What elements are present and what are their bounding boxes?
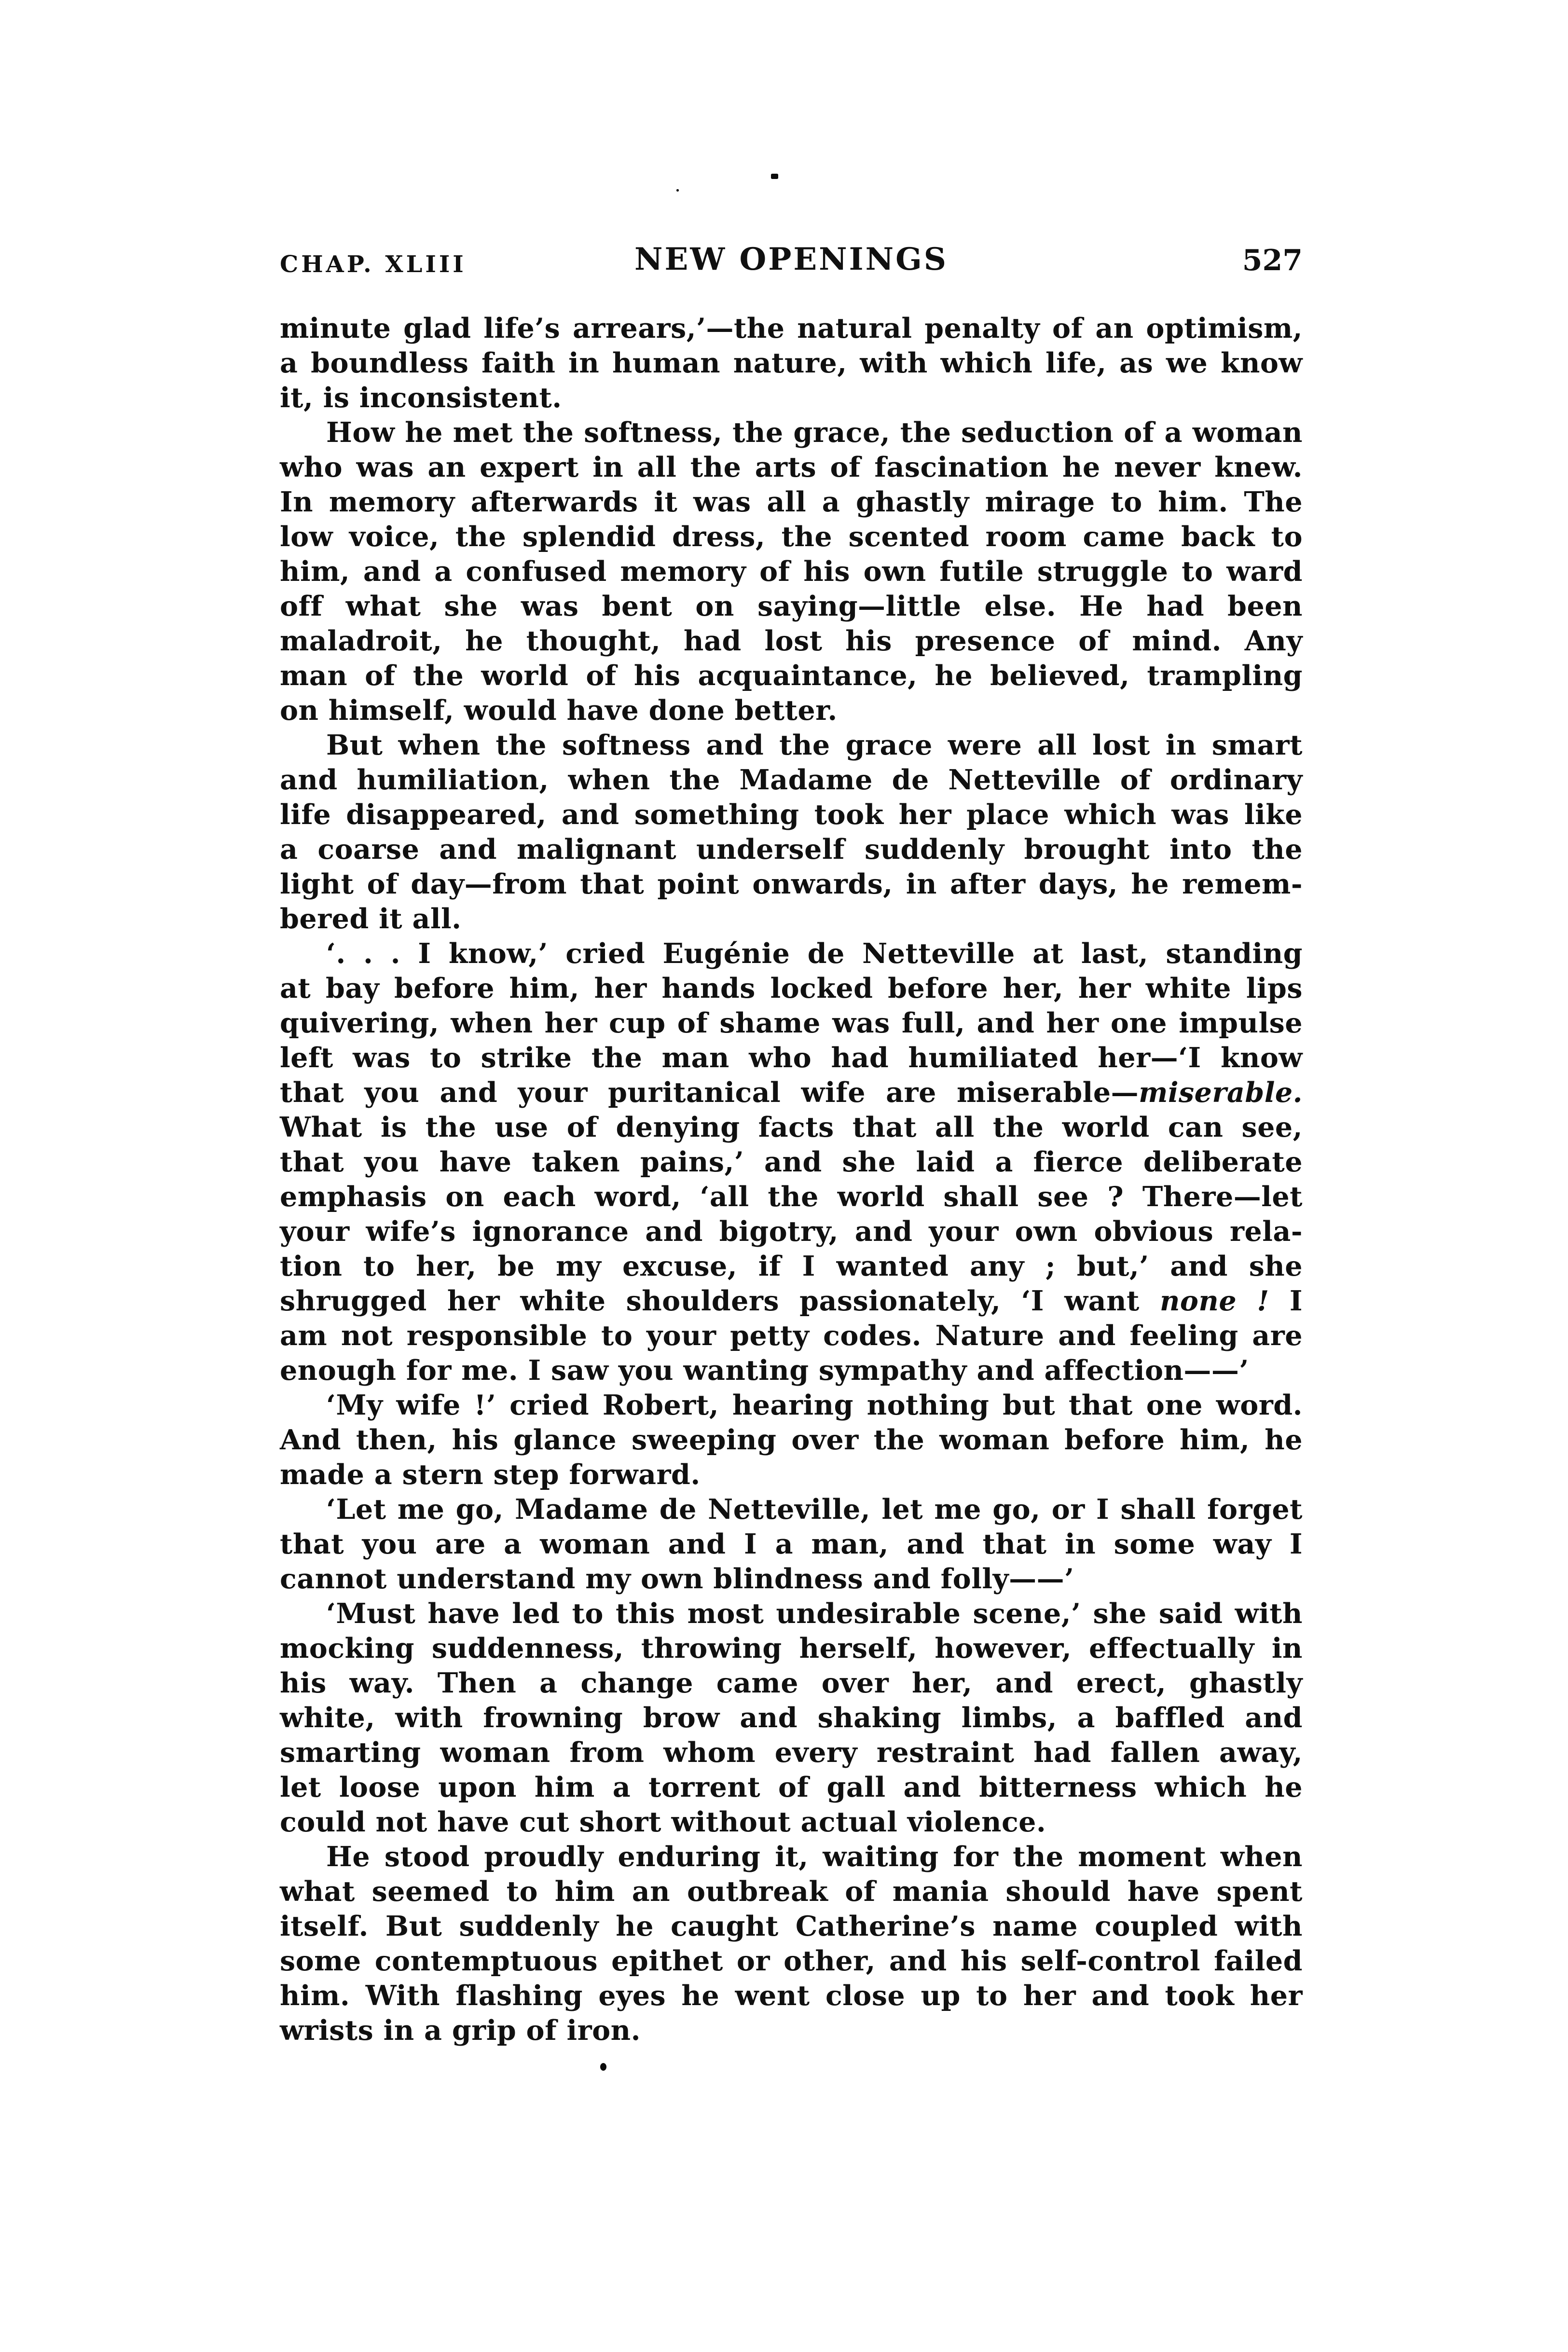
text-segment: emphasis on each word, ‘all the world shall see ? There—let: [280, 1181, 1303, 1213]
text-line: [280, 1353, 1303, 1388]
text-line: [280, 1874, 1303, 1909]
text-segment: smarting woman from whom every restraint had fallen away,: [280, 1736, 1303, 1769]
text-line: [280, 1735, 1303, 1770]
text-segment: man of the world of his acquaintance, he believed, trampling: [280, 660, 1303, 692]
text-segment: And then, his glance sweeping over the woman before him, he: [280, 1424, 1303, 1456]
text-segment: what seemed to him an outbreak of mania should have spent: [280, 1875, 1303, 1908]
text-line: [280, 1701, 1303, 1735]
text-line: [280, 450, 1303, 485]
text-segment: cannot understand my own blindness and folly——’: [280, 1563, 1074, 1595]
text-line: [280, 1631, 1303, 1666]
text-segment: ‘Must have led to this most undesirable scene,’ she said with: [326, 1597, 1303, 1630]
running-head: [280, 0, 1303, 289]
text-line: [280, 867, 1303, 902]
text-segment: and humiliation, when the Madame de Netteville of ordinary: [280, 764, 1303, 796]
text-line: [280, 1562, 1303, 1596]
text-line: [280, 589, 1303, 624]
text-line: [280, 1145, 1303, 1180]
text-segment: that you are a woman and I a man, and that in some way I: [280, 1528, 1303, 1560]
text-line: [280, 659, 1303, 693]
text-segment: bered it all.: [280, 903, 462, 935]
text-segment: that you have taken pains,’ and she laid a fierce deliberate: [280, 1146, 1303, 1178]
text-line: [280, 693, 1303, 728]
text-line: [280, 1979, 1303, 2013]
body-text-block: [280, 311, 1303, 2048]
text-line: [280, 971, 1303, 1006]
text-segment: tion to her, be my excuse, if I wanted any ; but,’ and she: [280, 1250, 1303, 1282]
text-line: [280, 381, 1303, 415]
text-segment: left was to strike the man who had humiliated her—‘I know: [280, 1042, 1303, 1074]
text-line: [280, 1214, 1303, 1249]
text-line: [280, 1423, 1303, 1458]
text-segment: maladroit, he thought, had lost his presence of mind. Any: [280, 625, 1303, 657]
text-segment: mocking suddenness, throwing herself, however, effectually in: [280, 1632, 1303, 1664]
text-segment: wrists in a grip of iron.: [280, 2014, 641, 2047]
text-line: [280, 2013, 1303, 2048]
text-segment: enough for me. I saw you wanting sympathy and affection——’: [280, 1354, 1249, 1387]
text-segment: In memory afterwards it was all a ghastly mirage to him. The: [280, 486, 1303, 518]
text-line: [280, 1388, 1303, 1423]
text-line: [280, 311, 1303, 346]
text-line: [280, 1666, 1303, 1701]
text-segment: minute glad life’s arrears,’—the natural penalty of an optimism,: [280, 312, 1303, 344]
text-line: [280, 832, 1303, 867]
text-segment: itself. But suddenly he caught Catherine’s name coupled with: [280, 1910, 1303, 1942]
text-line: [280, 346, 1303, 381]
text-segment: He stood proudly enduring it, waiting for the moment when: [326, 1841, 1303, 1873]
chapter-label: CHAP. XLIII: [280, 251, 467, 278]
text-segment: off what she was bent on saying—little else. He had been: [280, 590, 1303, 622]
text-line: [280, 624, 1303, 659]
text-line: [280, 1492, 1303, 1527]
text-line: [280, 1249, 1303, 1284]
ink-speck: [600, 2063, 606, 2071]
text-segment: life disappeared, and something took her place which was like: [280, 798, 1303, 831]
text-line: [280, 415, 1303, 450]
text-segment: shrugged her white shoulders passionately, ‘I want: [280, 1285, 1160, 1317]
text-segment: it, is inconsistent.: [280, 382, 562, 414]
text-segment: made a stern step forward.: [280, 1458, 701, 1491]
text-segment: But when the softness and the grace were all lost in smart: [326, 729, 1303, 761]
text-line: [280, 1075, 1303, 1110]
text-segment: let loose upon him a torrent of gall and bitterness which he: [280, 1771, 1303, 1803]
text-segment: his way. Then a change came over her, and erect, ghastly: [280, 1667, 1303, 1699]
text-segment: low voice, the splendid dress, the scented room came back to: [280, 521, 1303, 553]
text-line: [280, 902, 1303, 936]
text-segment: at bay before him, her hands locked before her, her white lips: [280, 972, 1303, 1004]
text-segment: quivering, when her cup of shame was full, and her one impulse: [280, 1007, 1303, 1039]
text-line: [280, 1319, 1303, 1353]
text-segment: ‘. . . I know,’ cried Eugénie de Netteville at last, standing: [326, 937, 1303, 970]
text-line: [280, 520, 1303, 554]
text-segment: your wife’s ignorance and bigotry, and your own obvious rela-: [280, 1215, 1303, 1248]
text-segment: some contemptuous epithet or other, and his self-control failed: [280, 1945, 1303, 1977]
text-segment: ‘My wife !’ cried Robert, hearing nothing but that one word.: [326, 1389, 1303, 1421]
text-segment: him. With flashing eyes he went close up to her and took her: [280, 1980, 1303, 2012]
page-title: NEW OPENINGS: [634, 241, 948, 277]
page-number: 527: [1242, 244, 1303, 277]
text-line: [280, 763, 1303, 798]
text-line: [280, 1527, 1303, 1562]
text-line: [280, 1284, 1303, 1319]
text-line: [280, 1909, 1303, 1944]
text-segment: who was an expert in all the arts of fascination he never knew.: [280, 451, 1303, 483]
text-line: [280, 1805, 1303, 1840]
text-segment: am not responsible to your petty codes. Nature and feeling are: [280, 1320, 1303, 1352]
text-segment: white, with frowning brow and shaking limbs, a baffled and: [280, 1702, 1303, 1734]
text-segment: What is the use of denying facts that all the world can see,: [280, 1111, 1303, 1143]
italic-text-segment: none !: [1159, 1285, 1269, 1317]
text-line: [280, 1110, 1303, 1145]
text-line: [280, 1041, 1303, 1075]
text-segment: could not have cut short without actual violence.: [280, 1806, 1046, 1838]
text-segment: on himself, would have done better.: [280, 694, 838, 727]
text-line: [280, 798, 1303, 832]
ink-speck: [676, 189, 679, 192]
text-line: [280, 554, 1303, 589]
text-segment: ‘Let me go, Madame de Netteville, let me go, or I shall forget: [326, 1493, 1303, 1526]
text-line: [280, 1596, 1303, 1631]
text-line: [280, 1006, 1303, 1041]
text-segment: a boundless faith in human nature, with which life, as we know: [280, 347, 1303, 379]
text-segment: that you and your puritanical wife are miserable—: [280, 1076, 1139, 1109]
text-segment: a coarse and malignant underself suddenly brought into the: [280, 833, 1303, 866]
text-line: [280, 1944, 1303, 1979]
text-segment: How he met the softness, the grace, the seduction of a woman: [326, 416, 1303, 449]
text-line: [280, 1458, 1303, 1492]
text-segment: light of day—from that point onwards, in after days, he remem-: [280, 868, 1303, 900]
text-line: [280, 1840, 1303, 1874]
ink-speck: [771, 174, 778, 179]
text-line: [280, 485, 1303, 520]
text-line: [280, 1770, 1303, 1805]
italic-text-segment: miserable.: [1139, 1076, 1303, 1109]
text-segment: him, and a confused memory of his own futile struggle to ward: [280, 555, 1303, 588]
text-line: [280, 936, 1303, 971]
text-line: [280, 1180, 1303, 1214]
text-segment: I: [1269, 1285, 1303, 1317]
text-line: [280, 728, 1303, 763]
